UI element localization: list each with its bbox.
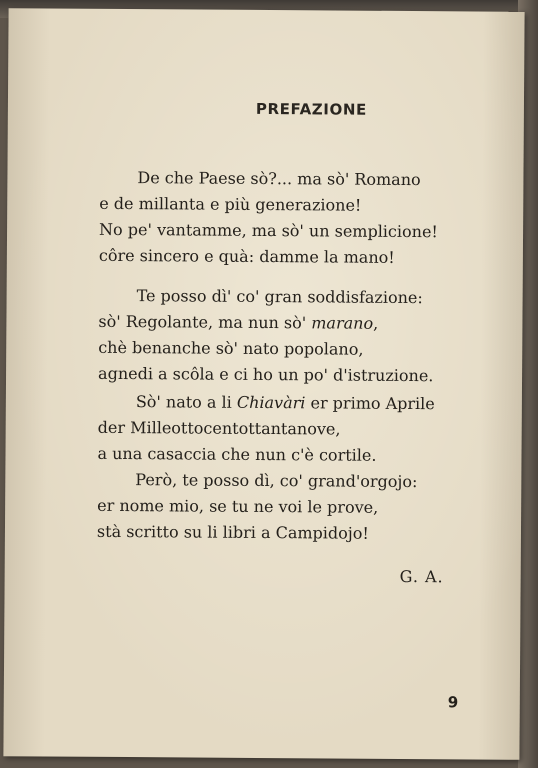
poem-line (98, 389, 435, 417)
poem-line: e de millanta e più generazione! (99, 193, 362, 215)
poem-italic-word: marano (311, 313, 374, 333)
stanza-4 (97, 467, 418, 547)
poem-line: er nome mio, se tu ne voi le prove, (97, 495, 379, 517)
poem-line: côre sincero e quà: damme la mano! (98, 245, 395, 267)
poem-line: stà scritto su li libri a Campidojo! (96, 521, 369, 543)
poem-line: der Milleottocentottantanove, (97, 417, 341, 439)
poem-line-text: Sò' nato a li (135, 392, 237, 412)
poem-line: Però, te posso dì, co' grand'orgojo: (135, 470, 418, 492)
page-heading: PREFAZIONE (255, 99, 367, 119)
poem-line: Te posso dì' co' gran soddisfazione: (136, 286, 423, 308)
poem-line: No pe' vantamme, ma sò' un semplicione! (99, 219, 438, 242)
stanza-3 (97, 389, 434, 469)
stanza-1 (99, 165, 439, 271)
poem-line: a una casaccia che nun c'è cortile. (97, 443, 377, 465)
poem-line: chè benanche sò' nato popolano, (98, 337, 364, 359)
author-signature: G. A. (399, 566, 444, 587)
poem-line-text: sò' Regolante, ma nun sò' (98, 311, 312, 333)
poem-line: De che Paese sò?... ma sò' Romano (137, 168, 421, 190)
poem-line: agnedi a scôla e ci ho un po' d'istruzione. (98, 363, 434, 386)
poem-line-text: er primo Aprile (305, 393, 435, 414)
poem-line-text: , (373, 313, 379, 333)
poem-italic-word: Chiavàri (236, 392, 306, 413)
stanza-2 (98, 283, 434, 389)
book-page (3, 8, 524, 760)
page-number: 9 (447, 693, 459, 712)
poem-line (98, 309, 434, 337)
